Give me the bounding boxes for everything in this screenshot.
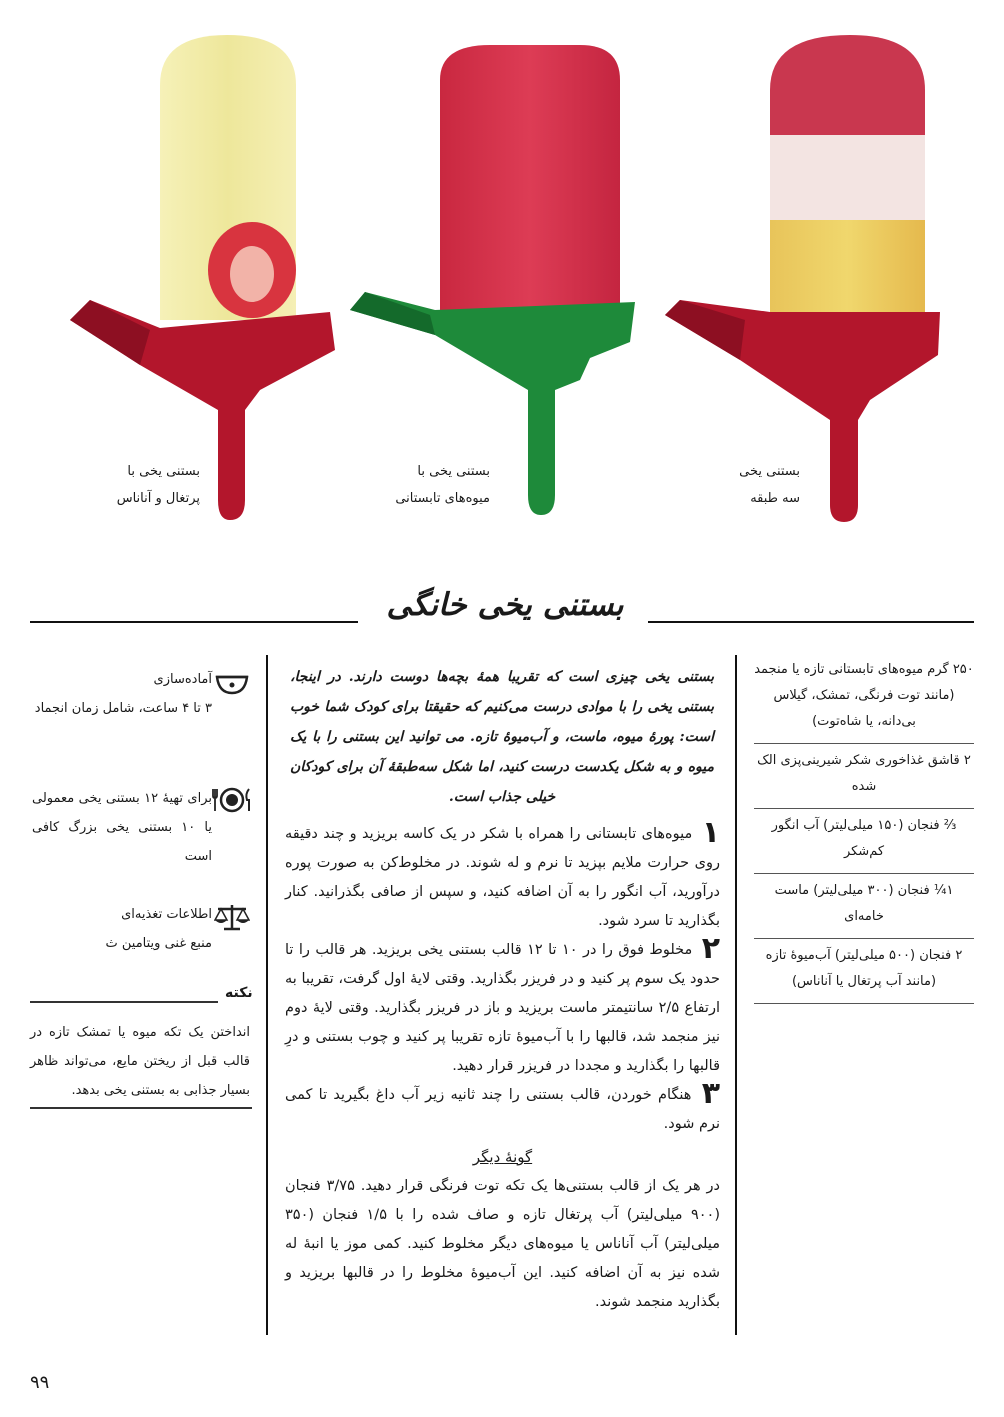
ingredients-list — [754, 657, 974, 1004]
variant-heading: گونهٔ دیگر — [472, 1148, 533, 1166]
nutrition-text: منبع غنی ویتامین ث — [105, 936, 212, 951]
method-steps — [285, 815, 721, 1317]
caption-orange-pineapple: بستنی یخی با پرتغال و آناناس — [116, 464, 200, 506]
prep-time-info — [30, 665, 260, 723]
plate-fork-knife-icon — [212, 784, 252, 814]
scales-icon — [212, 900, 252, 932]
tip-heading: نکته — [225, 985, 253, 1001]
nutrition-label: اطلاعات تغذیه‌ای — [121, 907, 212, 922]
tip-text: انداختن یک تکه میوه یا تمشک تازه در قالب قبل از ریختن مایع، می‌تواند ظاهر بسیار جذابی به بستنی یخی بدهد. — [30, 1025, 250, 1098]
variant-text: در هر یک از قالب بستنی‌ها یک تکه توت فرنگی قرار دهید. ۳/۷۵ فنجان (۹۰۰ میلی‌لیتر) آب پرتغال تازه و صاف شده را با ۱/۵ فنجان (۳۵۰ میلی‌لیتر) آب آناناس یا میوه‌های دیگر مخلوط کنید. کمی موز یا انبهٔ له شده نیز به آن اضافه کنید. این آب‌میوهٔ مخلوط را در قالبها بریزید و بگذارید منجمد شوند. — [285, 1178, 720, 1310]
ingredient-item: ۲۵۰ گرم میوه‌های تابستانی تازه یا منجمد (مانند توت فرنگی، تمشک، گیلاس بی‌دانه، یا شاه‌توت) — [754, 657, 974, 744]
step-3 — [285, 1076, 720, 1139]
servings-info — [30, 784, 260, 871]
step-1 — [285, 815, 721, 936]
ingredient-item: ⅔ فنجان (۱۵۰ میلی‌لیتر) آب انگور کم‌شکر — [754, 809, 974, 874]
tip-rule-top — [30, 1001, 218, 1003]
step-text: مخلوط فوق را در ۱۰ تا ۱۲ قالب بستنی یخی بریزید. هر قالب را تا حدود یک سوم پر کنید و در فریزر بگذارید. وقتی لایهٔ اول گرفت، تقریبا به ارتفاع ۲/۵ سانتیمتر ماست بریزید و باز در فریزر بگذارید. وقتی لایهٔ دوم نیز منجمد شد، قالبها را با آب‌میوهٔ تازه تقریبا پر کنید و چوب بستنی و درِ قالبها را بگذارید و مجددا در فریزر قرار دهید. — [285, 942, 720, 1074]
step-number: ۲ — [701, 931, 720, 966]
popsicle-three-layer-image — [660, 30, 950, 530]
title-rule-left — [30, 621, 358, 623]
page-title: بستنی یخی خانگی — [386, 587, 624, 623]
ingredient-item: ۲ قاشق غذاخوری شکر شیرینی‌پزی الک شده — [754, 744, 974, 809]
step-number: ۱ — [701, 815, 721, 850]
popsicle-orange-pineapple-image — [60, 30, 350, 530]
prep-label: آماده‌سازی — [153, 672, 212, 687]
step-number: ۳ — [701, 1076, 720, 1111]
caption-summer-berries: بستنی یخی با میوه‌های تابستانی — [395, 464, 490, 506]
ingredient-item: ۱¼ فنجان (۳۰۰ میلی‌لیتر) ماست خامه‌ای — [754, 874, 974, 939]
caption-three-layer: بستنی یخی سه طبقه — [739, 464, 800, 506]
mixing-bowl-icon — [212, 665, 252, 695]
prep-text: ۳ تا ۴ ساعت، شامل زمان انجماد — [34, 701, 212, 716]
popsicle-summer-berries-image — [345, 40, 645, 520]
step-text: میوه‌های تابستانی را همراه با شکر در یک کاسه بریزید و چند دقیقه روی حرارت ملایم بپزید تا نرم و له شوند. در مخلوط‌کن به صورت پوره درآورید، آب انگور را به آن اضافه کنید، و سپس از صافی بگذرانید. کنار بگذارید تا سرد شود. — [285, 826, 720, 929]
page-number: ۹۹ — [30, 1372, 50, 1393]
column-divider-left — [266, 655, 268, 1335]
nutrition-info — [30, 900, 260, 958]
tip-rule-bottom — [30, 1107, 252, 1109]
title-rule-right — [648, 621, 974, 623]
servings-text: برای تهیهٔ ۱۲ بستنی یخی معمولی یا ۱۰ بستنی یخی بزرگ کافی است — [32, 791, 212, 864]
intro-paragraph: بستنی یخی چیزی است که تقریبا همهٔ بچه‌ها دوست دارند. در اینجا، بستنی یخی را با موادی درست می‌کنیم که حقیقتا برای کودک شما خوب است: پورهٔ میوه، ماست، و آب‌میوهٔ تازه. می توانید این بستنی را با یک میوه و به شکل یکدست درست کنید، اما شکل سه‌طبقهٔ آن برای کودکان خیلی جذاب است. — [290, 669, 714, 805]
ingredient-item: ۲ فنجان (۵۰۰ میلی‌لیتر) آب‌میوهٔ تازه (مانند آب پرتغال یا آناناس) — [754, 939, 974, 1004]
step-text: هنگام خوردن، قالب بستنی را چند ثانیه زیر آب داغ بگیرید تا کمی نرم شود. — [285, 1087, 720, 1132]
step-2 — [285, 931, 720, 1081]
column-divider-right — [735, 655, 737, 1335]
